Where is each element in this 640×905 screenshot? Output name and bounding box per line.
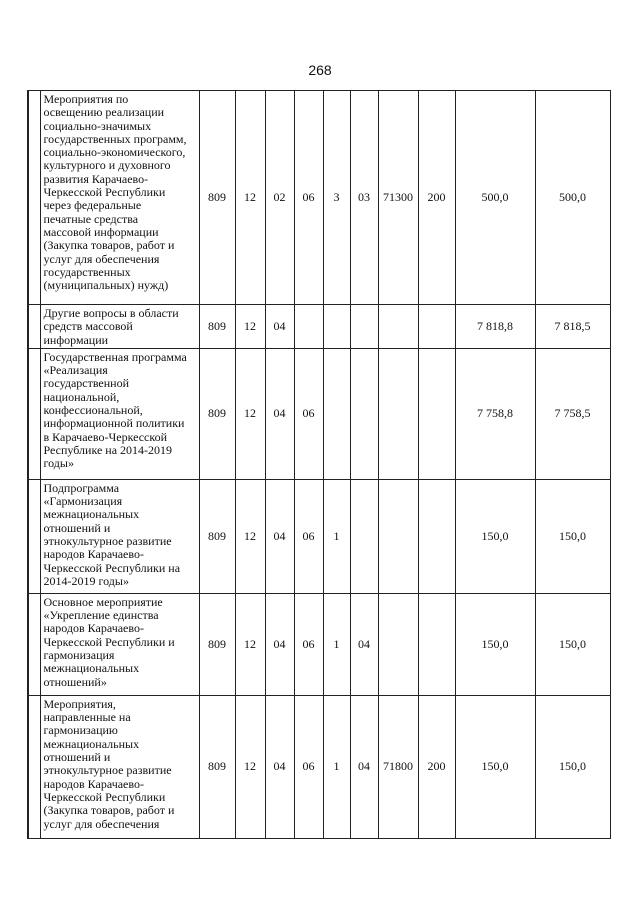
blank-cell [28,695,40,838]
subsection-code-cell: 02 [265,91,294,305]
ministry-code-cell: 809 [199,91,235,305]
subsection-code-cell: 04 [265,348,294,479]
amount-2-cell: 500,0 [535,91,610,305]
amount-1-cell: 7 758,8 [455,348,535,479]
page-number: 268 [308,62,332,78]
section-code-cell: 12 [235,695,265,838]
amount-2-cell: 150,0 [535,695,610,838]
subprogram-code-cell [323,348,350,479]
event-code-cell: 04 [350,593,378,695]
event-code-cell: 04 [350,695,378,838]
event-code-cell [350,348,378,479]
ministry-code-cell: 809 [199,348,235,479]
budget-table [27,90,611,839]
expense-type-cell [418,593,455,695]
section-code-cell: 12 [235,91,265,305]
subsection-code-cell: 04 [265,305,294,349]
program-code-cell: 06 [294,91,323,305]
item-name-cell: Другие вопросы в области средств массовой информации [40,305,199,349]
blank-cell [28,593,40,695]
program-code-cell: 06 [294,479,323,593]
amount-1-cell: 150,0 [455,479,535,593]
item-name-cell: Мероприятия, направленные на гармонизацию межнациональных отношений и этнокультурное развитие народов Карачаево- Черкесской Республики (Закупка товаров, работ и услуг для обеспечения [40,695,199,838]
expense-type-cell: 200 [418,695,455,838]
section-code-cell: 12 [235,348,265,479]
subsection-code-cell: 04 [265,593,294,695]
program-code-cell: 06 [294,695,323,838]
ministry-code-cell: 809 [199,695,235,838]
expense-type-cell [418,479,455,593]
blank-cell [28,91,40,305]
direction-code-cell [378,348,418,479]
subprogram-code-cell: 1 [323,479,350,593]
item-name-cell: Мероприятия по освещению реализации социально-значимых государственных программ, социально-экономического, культурного и духовного развития Карачаево- Черкесской Республики через федеральные печатные средства массовой информации (Закупка товаров, работ и услуг для обеспечения государственных (муниципальных) нужд) [40,91,199,305]
direction-code-cell [378,305,418,349]
direction-code-cell: 71800 [378,695,418,838]
subprogram-code-cell [323,305,350,349]
subprogram-code-cell: 3 [323,91,350,305]
ministry-code-cell: 809 [199,305,235,349]
table-row [28,695,610,838]
table-row [28,479,610,593]
blank-cell [28,305,40,349]
subprogram-code-cell: 1 [323,593,350,695]
table-row [28,348,610,479]
expense-type-cell [418,305,455,349]
expense-type-cell [418,348,455,479]
event-code-cell [350,305,378,349]
program-code-cell: 06 [294,593,323,695]
amount-2-cell: 150,0 [535,593,610,695]
section-code-cell: 12 [235,479,265,593]
direction-code-cell [378,479,418,593]
amount-2-cell: 7 818,5 [535,305,610,349]
table-row [28,91,610,305]
direction-code-cell [378,593,418,695]
program-code-cell: 06 [294,348,323,479]
ministry-code-cell: 809 [199,593,235,695]
event-code-cell: 03 [350,91,378,305]
amount-1-cell: 500,0 [455,91,535,305]
amount-1-cell: 150,0 [455,695,535,838]
table-row [28,593,610,695]
ministry-code-cell: 809 [199,479,235,593]
subsection-code-cell: 04 [265,695,294,838]
event-code-cell [350,479,378,593]
direction-code-cell: 71300 [378,91,418,305]
amount-2-cell: 7 758,5 [535,348,610,479]
amount-2-cell: 150,0 [535,479,610,593]
table-row [28,305,610,349]
section-code-cell: 12 [235,593,265,695]
subprogram-code-cell: 1 [323,695,350,838]
item-name-cell: Подпрограмма «Гармонизация межнациональных отношений и этнокультурное развитие народов Карачаево- Черкесской Республики на 2014-2019 годы» [40,479,199,593]
expense-type-cell: 200 [418,91,455,305]
section-code-cell: 12 [235,305,265,349]
amount-1-cell: 150,0 [455,593,535,695]
amount-1-cell: 7 818,8 [455,305,535,349]
subsection-code-cell: 04 [265,479,294,593]
item-name-cell: Государственная программа «Реализация государственной национальной, конфессиональной, информационной политики в Карачаево-Черкесской Республике на 2014-2019 годы» [40,348,199,479]
blank-cell [28,479,40,593]
blank-cell [28,348,40,479]
program-code-cell [294,305,323,349]
item-name-cell: Основное мероприятие «Укрепление единства народов Карачаево- Черкесской Республики и гармонизация межнациональных отношений» [40,593,199,695]
